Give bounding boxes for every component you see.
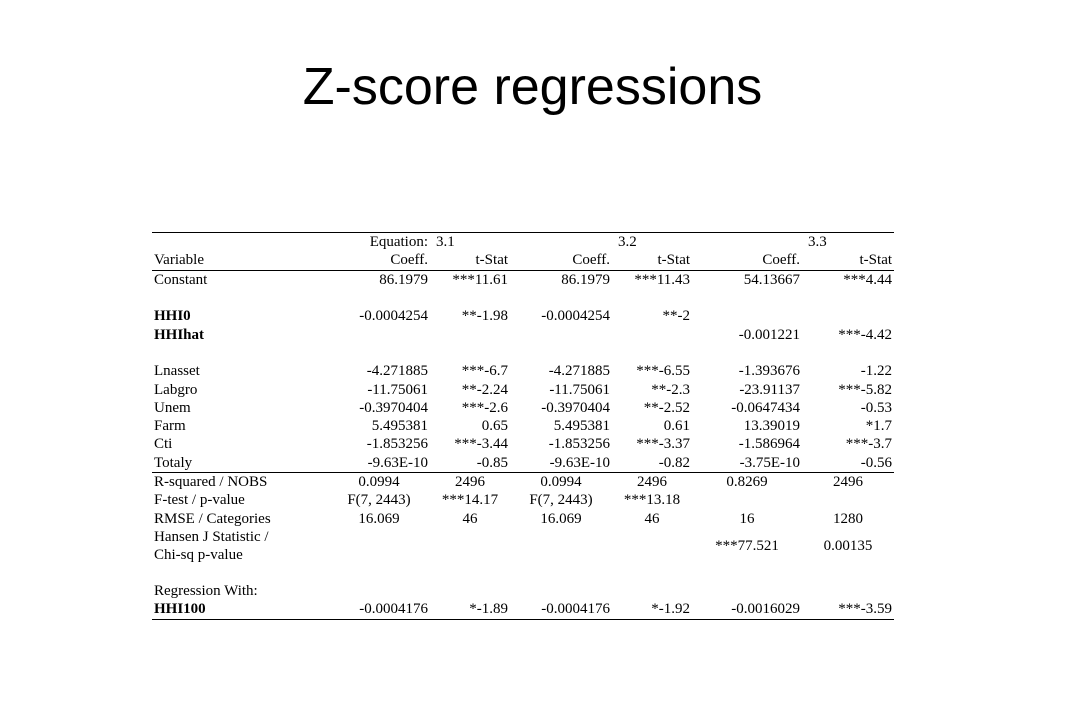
column-header: Coeff. bbox=[390, 252, 429, 269]
cell: ***-3.44 bbox=[454, 436, 509, 453]
cell: **-1.98 bbox=[461, 308, 509, 325]
cell bbox=[802, 307, 894, 325]
cell bbox=[328, 325, 430, 343]
cell: ***4.44 bbox=[802, 270, 894, 289]
cell: 46 bbox=[644, 510, 660, 527]
cell: ***-5.82 bbox=[838, 381, 893, 398]
table-row bbox=[152, 270, 894, 289]
cell: 0.8269 bbox=[692, 472, 802, 491]
cell: ***77.521 bbox=[715, 537, 779, 554]
slide-title: Z-score regressions bbox=[302, 58, 763, 116]
cell: -1.22 bbox=[860, 363, 893, 380]
column-header: Coeff. bbox=[762, 252, 801, 269]
cell: F(7, 2443) bbox=[529, 492, 593, 509]
table-row bbox=[152, 307, 894, 325]
row-label: Unem bbox=[154, 399, 191, 416]
row-label-line: Chi-sq p-value bbox=[154, 546, 243, 563]
row-label: HHI100 bbox=[152, 600, 328, 619]
cell: -3.75E-10 bbox=[739, 454, 801, 471]
table-row bbox=[152, 325, 894, 343]
cell: 86.1979 bbox=[510, 270, 612, 289]
cell: -23.91137 bbox=[739, 381, 801, 398]
cell: -1.853256 bbox=[366, 436, 429, 453]
cell: 2496 bbox=[612, 472, 692, 491]
cell: ***11.61 bbox=[430, 270, 510, 289]
cell: -1.393676 bbox=[738, 363, 801, 380]
cell: 2496 bbox=[430, 472, 510, 491]
cell: ***13.18 bbox=[623, 492, 681, 509]
cell bbox=[692, 307, 802, 325]
row-label bbox=[152, 528, 328, 564]
cell bbox=[692, 491, 802, 509]
cell: *-1.89 bbox=[430, 600, 510, 619]
cell bbox=[430, 528, 510, 564]
cell: 16.069 bbox=[540, 510, 582, 527]
table-row bbox=[152, 435, 894, 453]
row-label: RMSE / Categories bbox=[154, 510, 271, 527]
cell: ***-3.37 bbox=[636, 436, 691, 453]
row-label: F-test / p-value bbox=[154, 492, 245, 509]
cell: -11.75061 bbox=[549, 381, 611, 398]
cell bbox=[612, 528, 692, 564]
cell: -9.63E-10 bbox=[549, 454, 611, 471]
cell: -11.75061 bbox=[367, 381, 429, 398]
row-label: HHIhat bbox=[154, 326, 205, 343]
cell: 0.0994 bbox=[328, 472, 430, 491]
cell: -1.853256 bbox=[548, 436, 611, 453]
table-row bbox=[152, 399, 894, 417]
cell: **-2.52 bbox=[643, 399, 691, 416]
cell: **-2.3 bbox=[651, 381, 691, 398]
cell: -0.85 bbox=[476, 454, 509, 471]
cell: 46 bbox=[462, 510, 478, 527]
cell: 5.495381 bbox=[371, 418, 429, 435]
cell: -1.586964 bbox=[738, 436, 801, 453]
table-row bbox=[152, 528, 894, 564]
cell: -0.53 bbox=[860, 399, 893, 416]
cell: -0.3970404 bbox=[359, 399, 429, 416]
cell: ***-6.55 bbox=[636, 363, 691, 380]
cell: -4.271885 bbox=[366, 363, 429, 380]
cell: -0.0647434 bbox=[731, 399, 801, 416]
cell: -0.82 bbox=[658, 454, 691, 471]
cell: ***-4.42 bbox=[838, 326, 893, 343]
table-row bbox=[152, 582, 894, 600]
equation-number: 3.2 bbox=[612, 233, 692, 252]
row-label: Totaly bbox=[154, 454, 193, 471]
cell: 16 bbox=[739, 510, 755, 527]
cell: 86.1979 bbox=[328, 270, 430, 289]
table-row bbox=[152, 509, 894, 527]
row-label: Constant bbox=[152, 270, 328, 289]
cell: -0.001221 bbox=[738, 326, 801, 343]
cell bbox=[328, 528, 430, 564]
cell: ***-2.6 bbox=[461, 399, 509, 416]
table-row bbox=[152, 417, 894, 435]
table-row bbox=[152, 454, 894, 473]
cell: **-2 bbox=[662, 308, 691, 325]
table-row bbox=[152, 380, 894, 398]
cell: 16.069 bbox=[358, 510, 400, 527]
column-header: t-Stat bbox=[859, 252, 893, 269]
regression-table bbox=[152, 232, 894, 620]
row-label: Labgro bbox=[154, 381, 198, 398]
cell: ***11.43 bbox=[612, 270, 692, 289]
table-row bbox=[152, 491, 894, 509]
equation-label: Equation: bbox=[152, 233, 430, 252]
cell: -0.0004254 bbox=[541, 308, 611, 325]
cell: ***14.17 bbox=[441, 492, 499, 509]
cell: 0.0994 bbox=[510, 472, 612, 491]
cell: F(7, 2443) bbox=[347, 492, 411, 509]
cell: ***-6.7 bbox=[461, 363, 509, 380]
cell bbox=[802, 491, 894, 509]
row-label: Regression With: bbox=[154, 583, 258, 600]
cell: ***-3.59 bbox=[802, 600, 894, 619]
spacer-row bbox=[152, 564, 894, 582]
cell: ***-3.7 bbox=[845, 436, 893, 453]
cell: 1280 bbox=[833, 510, 864, 527]
cell bbox=[430, 325, 510, 343]
cell: -0.0004254 bbox=[359, 308, 429, 325]
cell: 0.65 bbox=[481, 418, 509, 435]
variable-header: Variable bbox=[154, 252, 204, 269]
row-label: Farm bbox=[154, 418, 186, 435]
cell: -0.0004176 bbox=[510, 600, 612, 619]
cell: -0.3970404 bbox=[541, 399, 611, 416]
cell bbox=[510, 528, 612, 564]
equation-number: 3.1 bbox=[430, 233, 510, 252]
row-label: HHI0 bbox=[154, 308, 191, 325]
cell: **-2.24 bbox=[461, 381, 509, 398]
cell: *1.7 bbox=[865, 418, 893, 435]
cell: 5.495381 bbox=[553, 418, 611, 435]
row-label: R-squared / NOBS bbox=[152, 472, 328, 491]
equation-number: 3.3 bbox=[802, 233, 894, 252]
cell: 0.61 bbox=[663, 418, 691, 435]
row-label: Lnasset bbox=[154, 363, 200, 380]
equation-row bbox=[152, 233, 894, 252]
cell: 2496 bbox=[802, 472, 894, 491]
cell: -0.0016029 bbox=[692, 600, 802, 619]
cell: 13.39019 bbox=[743, 418, 801, 435]
cell: 0.00135 bbox=[823, 537, 873, 554]
column-header-row bbox=[152, 251, 894, 270]
cell bbox=[510, 325, 612, 343]
cell: -0.0004176 bbox=[328, 600, 430, 619]
cell: -4.271885 bbox=[548, 363, 611, 380]
spacer-row bbox=[152, 289, 894, 307]
cell: -0.56 bbox=[860, 454, 893, 471]
row-label-line: Hansen J Statistic / bbox=[154, 528, 269, 545]
cell: *-1.92 bbox=[612, 600, 692, 619]
row-label: Cti bbox=[154, 436, 173, 453]
column-header: Coeff. bbox=[572, 252, 611, 269]
spacer-row bbox=[152, 344, 894, 362]
cell: 54.13667 bbox=[692, 270, 802, 289]
table-row bbox=[152, 472, 894, 491]
table-row bbox=[152, 600, 894, 619]
table-row bbox=[152, 362, 894, 380]
column-header: t-Stat bbox=[657, 252, 691, 269]
cell: -9.63E-10 bbox=[367, 454, 429, 471]
cell bbox=[612, 325, 692, 343]
column-header: t-Stat bbox=[475, 252, 509, 269]
